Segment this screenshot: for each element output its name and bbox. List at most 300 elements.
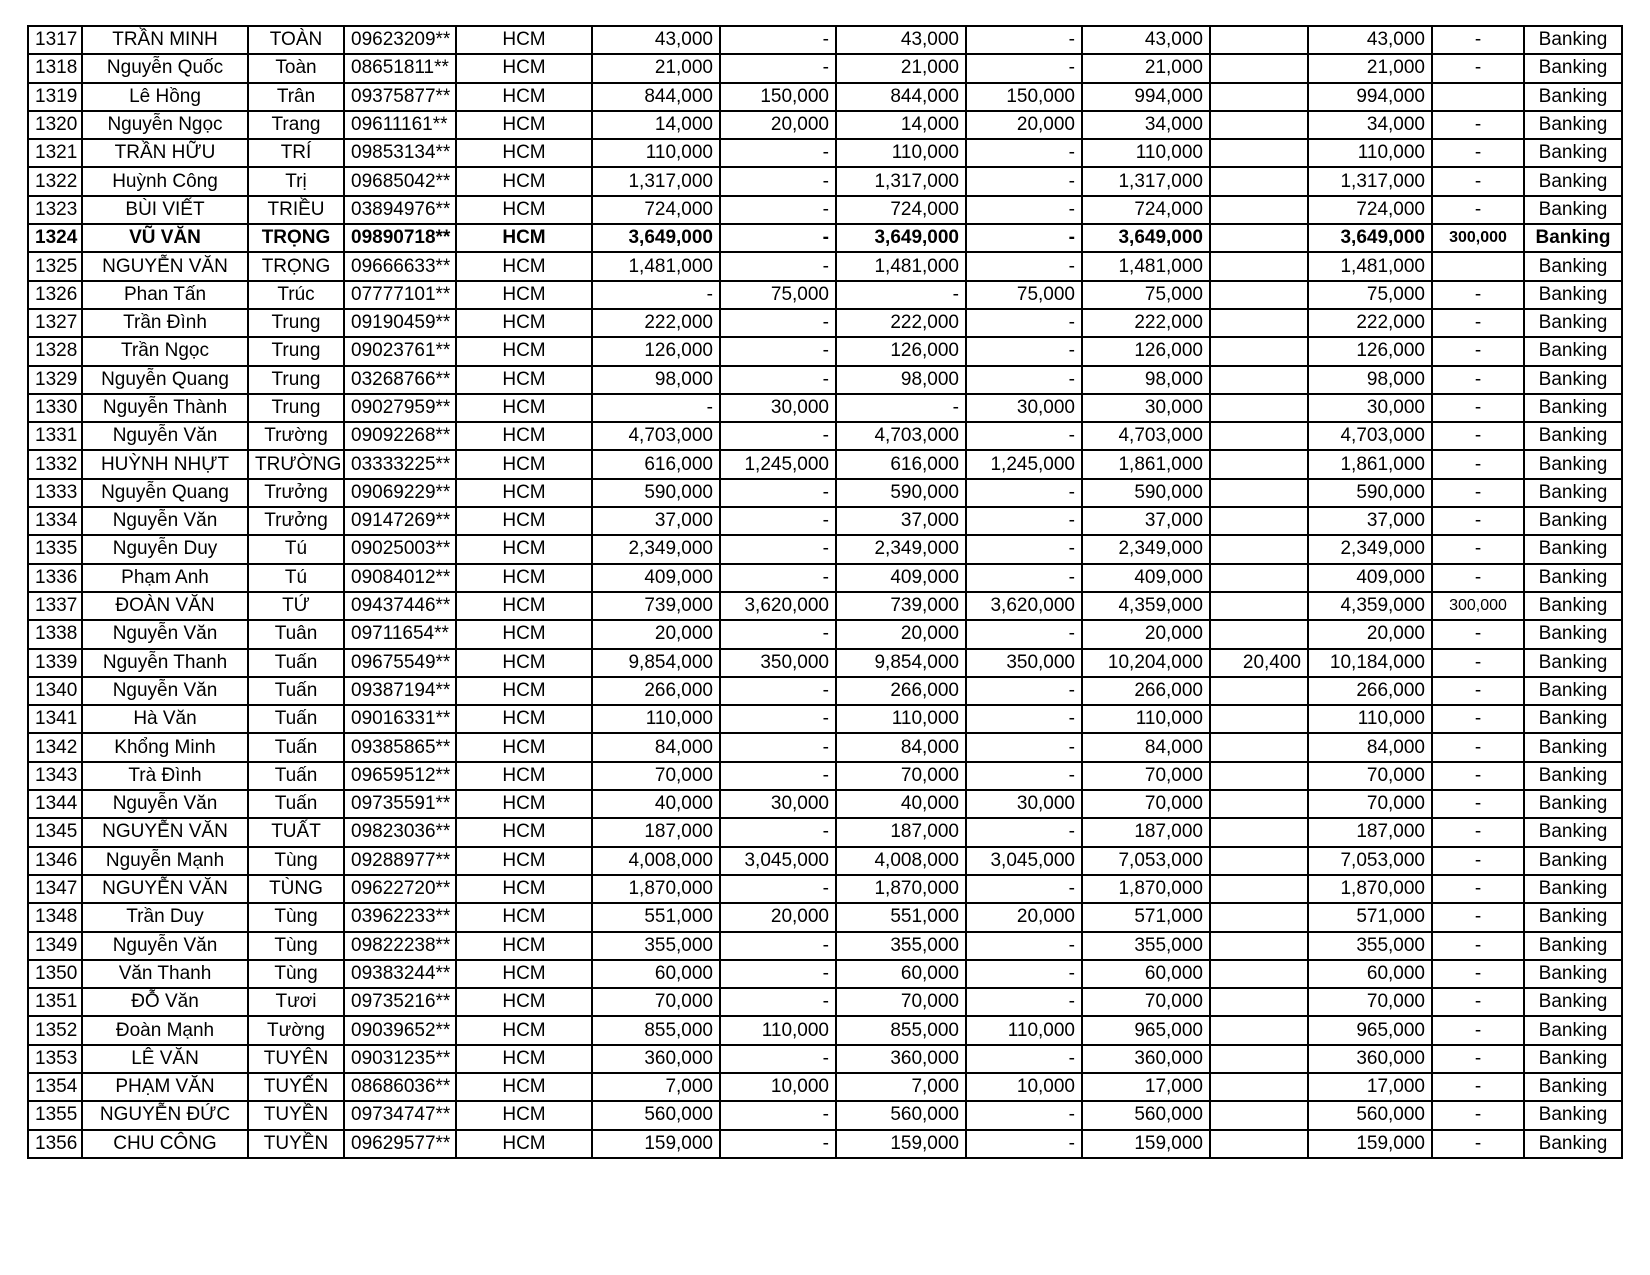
given-name-cell: Trung xyxy=(248,394,344,422)
phone-cell: 09039652** xyxy=(344,1016,456,1044)
city-cell: HCM xyxy=(456,196,592,224)
amount-1-cell: 3,649,000 xyxy=(592,224,720,252)
table-row xyxy=(28,677,1622,705)
surname-cell: Trần Đình xyxy=(82,309,248,337)
row-number-cell: 1332 xyxy=(28,450,82,478)
amount-3-cell: 1,481,000 xyxy=(836,252,966,280)
amount-4-cell: 20,000 xyxy=(966,111,1082,139)
total-cell: 1,870,000 xyxy=(1082,875,1210,903)
net-total-cell: 98,000 xyxy=(1308,366,1432,394)
phone-cell: 09735216** xyxy=(344,988,456,1016)
amount-2-cell: - xyxy=(720,733,836,761)
amount-1-cell: 551,000 xyxy=(592,903,720,931)
amount-4-cell: 10,000 xyxy=(966,1073,1082,1101)
given-name-cell: Tuấn xyxy=(248,677,344,705)
table-row xyxy=(28,507,1622,535)
given-name-cell: Tuấn xyxy=(248,762,344,790)
amount-2-cell: - xyxy=(720,1101,836,1129)
surname-cell: Phan Tấn xyxy=(82,281,248,309)
amount-3-cell: 40,000 xyxy=(836,790,966,818)
given-name-cell: Trung xyxy=(248,337,344,365)
amount-2-cell: - xyxy=(720,224,836,252)
payment-method-cell: Banking xyxy=(1524,649,1622,677)
amount-1-cell: 40,000 xyxy=(592,790,720,818)
net-total-cell: 4,703,000 xyxy=(1308,422,1432,450)
amount-3-cell: 551,000 xyxy=(836,903,966,931)
bonus-cell: 300,000 xyxy=(1432,224,1524,252)
amount-4-cell: 150,000 xyxy=(966,83,1082,111)
phone-cell: 03268766** xyxy=(344,366,456,394)
surname-cell: VŨ VĂN xyxy=(82,224,248,252)
deduction-cell xyxy=(1210,479,1308,507)
given-name-cell: TRỌNG xyxy=(248,252,344,280)
amount-2-cell: - xyxy=(720,620,836,648)
payment-method-cell: Banking xyxy=(1524,309,1622,337)
amount-1-cell: 844,000 xyxy=(592,83,720,111)
phone-cell: 09016331** xyxy=(344,705,456,733)
amount-1-cell: 616,000 xyxy=(592,450,720,478)
amount-4-cell: - xyxy=(966,196,1082,224)
deduction-cell xyxy=(1210,422,1308,450)
net-total-cell: 187,000 xyxy=(1308,818,1432,846)
deduction-cell xyxy=(1210,450,1308,478)
total-cell: 7,053,000 xyxy=(1082,847,1210,875)
amount-3-cell: 60,000 xyxy=(836,960,966,988)
amount-4-cell: - xyxy=(966,54,1082,82)
phone-cell: 09031235** xyxy=(344,1045,456,1073)
city-cell: HCM xyxy=(456,762,592,790)
surname-cell: TRẦN MINH xyxy=(82,26,248,54)
payment-method-cell: Banking xyxy=(1524,988,1622,1016)
bonus-cell: - xyxy=(1432,309,1524,337)
surname-cell: CHU CÔNG xyxy=(82,1130,248,1158)
phone-cell: 03333225** xyxy=(344,450,456,478)
deduction-cell xyxy=(1210,564,1308,592)
city-cell: HCM xyxy=(456,620,592,648)
amount-1-cell: - xyxy=(592,394,720,422)
row-number-cell: 1327 xyxy=(28,309,82,337)
amount-3-cell: 110,000 xyxy=(836,139,966,167)
row-number-cell: 1330 xyxy=(28,394,82,422)
net-total-cell: 3,649,000 xyxy=(1308,224,1432,252)
bonus-cell: - xyxy=(1432,167,1524,195)
phone-cell: 09823036** xyxy=(344,818,456,846)
amount-3-cell: 70,000 xyxy=(836,762,966,790)
payment-method-cell: Banking xyxy=(1524,507,1622,535)
bonus-cell: - xyxy=(1432,932,1524,960)
amount-4-cell: - xyxy=(966,167,1082,195)
deduction-cell xyxy=(1210,790,1308,818)
row-number-cell: 1356 xyxy=(28,1130,82,1158)
bonus-cell: - xyxy=(1432,564,1524,592)
table-row xyxy=(28,903,1622,931)
phone-cell: 09659512** xyxy=(344,762,456,790)
bonus-cell: - xyxy=(1432,337,1524,365)
row-number-cell: 1352 xyxy=(28,1016,82,1044)
deduction-cell: 20,400 xyxy=(1210,649,1308,677)
payment-method-cell: Banking xyxy=(1524,705,1622,733)
amount-4-cell: - xyxy=(966,875,1082,903)
row-number-cell: 1350 xyxy=(28,960,82,988)
amount-2-cell: - xyxy=(720,139,836,167)
amount-2-cell: - xyxy=(720,564,836,592)
total-cell: 4,359,000 xyxy=(1082,592,1210,620)
surname-cell: Nguyễn Văn xyxy=(82,932,248,960)
amount-1-cell: 1,481,000 xyxy=(592,252,720,280)
total-cell: 126,000 xyxy=(1082,337,1210,365)
amount-2-cell: 110,000 xyxy=(720,1016,836,1044)
amount-1-cell: 187,000 xyxy=(592,818,720,846)
row-number-cell: 1331 xyxy=(28,422,82,450)
amount-3-cell: 20,000 xyxy=(836,620,966,648)
total-cell: 70,000 xyxy=(1082,988,1210,1016)
amount-1-cell: 360,000 xyxy=(592,1045,720,1073)
total-cell: 965,000 xyxy=(1082,1016,1210,1044)
payment-method-cell: Banking xyxy=(1524,196,1622,224)
net-total-cell: 70,000 xyxy=(1308,790,1432,818)
surname-cell: Nguyễn Văn xyxy=(82,790,248,818)
payment-method-cell: Banking xyxy=(1524,535,1622,563)
deduction-cell xyxy=(1210,26,1308,54)
amount-1-cell: 9,854,000 xyxy=(592,649,720,677)
phone-cell: 03894976** xyxy=(344,196,456,224)
row-number-cell: 1322 xyxy=(28,167,82,195)
amount-4-cell: - xyxy=(966,224,1082,252)
total-cell: 571,000 xyxy=(1082,903,1210,931)
given-name-cell: Trân xyxy=(248,83,344,111)
surname-cell: LÊ VĂN xyxy=(82,1045,248,1073)
data-table xyxy=(27,25,1623,1159)
surname-cell: Nguyễn Thanh xyxy=(82,649,248,677)
amount-4-cell: - xyxy=(966,337,1082,365)
amount-1-cell: 14,000 xyxy=(592,111,720,139)
row-number-cell: 1328 xyxy=(28,337,82,365)
amount-4-cell: - xyxy=(966,960,1082,988)
city-cell: HCM xyxy=(456,309,592,337)
amount-2-cell: - xyxy=(720,507,836,535)
total-cell: 3,649,000 xyxy=(1082,224,1210,252)
amount-2-cell: - xyxy=(720,309,836,337)
amount-1-cell: 266,000 xyxy=(592,677,720,705)
amount-2-cell: 150,000 xyxy=(720,83,836,111)
table-row xyxy=(28,705,1622,733)
phone-cell: 09666633** xyxy=(344,252,456,280)
phone-cell: 09190459** xyxy=(344,309,456,337)
deduction-cell xyxy=(1210,54,1308,82)
amount-2-cell: - xyxy=(720,875,836,903)
row-number-cell: 1348 xyxy=(28,903,82,931)
amount-2-cell: 3,045,000 xyxy=(720,847,836,875)
amount-2-cell: - xyxy=(720,960,836,988)
surname-cell: Nguyễn Quốc xyxy=(82,54,248,82)
amount-2-cell: - xyxy=(720,818,836,846)
payment-method-cell: Banking xyxy=(1524,790,1622,818)
total-cell: 1,861,000 xyxy=(1082,450,1210,478)
surname-cell: Phạm Anh xyxy=(82,564,248,592)
given-name-cell: Tùng xyxy=(248,903,344,931)
row-number-cell: 1338 xyxy=(28,620,82,648)
phone-cell: 09084012** xyxy=(344,564,456,592)
row-number-cell: 1343 xyxy=(28,762,82,790)
surname-cell: Nguyễn Duy xyxy=(82,535,248,563)
amount-3-cell: 844,000 xyxy=(836,83,966,111)
given-name-cell: Trang xyxy=(248,111,344,139)
amount-2-cell: 3,620,000 xyxy=(720,592,836,620)
net-total-cell: 110,000 xyxy=(1308,139,1432,167)
table-row xyxy=(28,1101,1622,1129)
amount-2-cell: 30,000 xyxy=(720,394,836,422)
surname-cell: Nguyễn Văn xyxy=(82,507,248,535)
city-cell: HCM xyxy=(456,1101,592,1129)
row-number-cell: 1339 xyxy=(28,649,82,677)
given-name-cell: TÙNG xyxy=(248,875,344,903)
net-total-cell: 110,000 xyxy=(1308,705,1432,733)
amount-4-cell: - xyxy=(966,479,1082,507)
amount-4-cell: - xyxy=(966,705,1082,733)
phone-cell: 09611161** xyxy=(344,111,456,139)
total-cell: 75,000 xyxy=(1082,281,1210,309)
net-total-cell: 20,000 xyxy=(1308,620,1432,648)
table-row xyxy=(28,337,1622,365)
payment-method-cell: Banking xyxy=(1524,677,1622,705)
amount-1-cell: 159,000 xyxy=(592,1130,720,1158)
total-cell: 60,000 xyxy=(1082,960,1210,988)
amount-1-cell: 739,000 xyxy=(592,592,720,620)
amount-3-cell: 409,000 xyxy=(836,564,966,592)
bonus-cell: - xyxy=(1432,903,1524,931)
given-name-cell: TUYẾN xyxy=(248,1073,344,1101)
deduction-cell xyxy=(1210,394,1308,422)
table-row xyxy=(28,1045,1622,1073)
total-cell: 724,000 xyxy=(1082,196,1210,224)
table-row xyxy=(28,988,1622,1016)
amount-3-cell: 616,000 xyxy=(836,450,966,478)
amount-2-cell: 350,000 xyxy=(720,649,836,677)
row-number-cell: 1333 xyxy=(28,479,82,507)
amount-3-cell: 2,349,000 xyxy=(836,535,966,563)
bonus-cell: - xyxy=(1432,1101,1524,1129)
row-number-cell: 1326 xyxy=(28,281,82,309)
table-row xyxy=(28,139,1622,167)
table-row xyxy=(28,960,1622,988)
city-cell: HCM xyxy=(456,54,592,82)
given-name-cell: Trưởng xyxy=(248,507,344,535)
city-cell: HCM xyxy=(456,26,592,54)
bonus-cell: - xyxy=(1432,535,1524,563)
surname-cell: Trần Duy xyxy=(82,903,248,931)
surname-cell: Đoàn Mạnh xyxy=(82,1016,248,1044)
phone-cell: 09069229** xyxy=(344,479,456,507)
total-cell: 4,703,000 xyxy=(1082,422,1210,450)
payment-method-cell: Banking xyxy=(1524,479,1622,507)
amount-4-cell: - xyxy=(966,252,1082,280)
city-cell: HCM xyxy=(456,988,592,1016)
surname-cell: Nguyễn Mạnh xyxy=(82,847,248,875)
given-name-cell: Trung xyxy=(248,366,344,394)
table-row xyxy=(28,564,1622,592)
amount-2-cell: - xyxy=(720,54,836,82)
table-row xyxy=(28,224,1622,252)
amount-4-cell: 75,000 xyxy=(966,281,1082,309)
payment-method-cell: Banking xyxy=(1524,1016,1622,1044)
total-cell: 409,000 xyxy=(1082,564,1210,592)
city-cell: HCM xyxy=(456,281,592,309)
bonus-cell: - xyxy=(1432,790,1524,818)
bonus-cell: - xyxy=(1432,394,1524,422)
bonus-cell: - xyxy=(1432,847,1524,875)
table-row xyxy=(28,281,1622,309)
city-cell: HCM xyxy=(456,818,592,846)
given-name-cell: Tuấn xyxy=(248,649,344,677)
payment-method-cell: Banking xyxy=(1524,960,1622,988)
payment-method-cell: Banking xyxy=(1524,224,1622,252)
row-number-cell: 1325 xyxy=(28,252,82,280)
phone-cell: 09385865** xyxy=(344,733,456,761)
amount-4-cell: - xyxy=(966,1130,1082,1158)
amount-1-cell: 20,000 xyxy=(592,620,720,648)
surname-cell: BÙI VIẾT xyxy=(82,196,248,224)
amount-3-cell: 724,000 xyxy=(836,196,966,224)
bonus-cell: - xyxy=(1432,733,1524,761)
row-number-cell: 1341 xyxy=(28,705,82,733)
phone-cell: 09623209** xyxy=(344,26,456,54)
payment-method-cell: Banking xyxy=(1524,422,1622,450)
row-number-cell: 1347 xyxy=(28,875,82,903)
bonus-cell: - xyxy=(1432,1045,1524,1073)
total-cell: 110,000 xyxy=(1082,139,1210,167)
payment-method-cell: Banking xyxy=(1524,903,1622,931)
deduction-cell xyxy=(1210,196,1308,224)
net-total-cell: 60,000 xyxy=(1308,960,1432,988)
given-name-cell: TUYỀN xyxy=(248,1130,344,1158)
deduction-cell xyxy=(1210,224,1308,252)
amount-1-cell: 855,000 xyxy=(592,1016,720,1044)
amount-4-cell: 1,245,000 xyxy=(966,450,1082,478)
payment-method-cell: Banking xyxy=(1524,818,1622,846)
amount-1-cell: 110,000 xyxy=(592,705,720,733)
payment-method-cell: Banking xyxy=(1524,762,1622,790)
city-cell: HCM xyxy=(456,790,592,818)
deduction-cell xyxy=(1210,762,1308,790)
given-name-cell: TUYỀN xyxy=(248,1101,344,1129)
amount-4-cell: 20,000 xyxy=(966,903,1082,931)
payment-method-cell: Banking xyxy=(1524,281,1622,309)
phone-cell: 09822238** xyxy=(344,932,456,960)
amount-3-cell: 70,000 xyxy=(836,988,966,1016)
amount-3-cell: 9,854,000 xyxy=(836,649,966,677)
amount-4-cell: 3,045,000 xyxy=(966,847,1082,875)
net-total-cell: 43,000 xyxy=(1308,26,1432,54)
total-cell: 1,317,000 xyxy=(1082,167,1210,195)
given-name-cell: TRỌNG xyxy=(248,224,344,252)
amount-1-cell: 1,870,000 xyxy=(592,875,720,903)
net-total-cell: 724,000 xyxy=(1308,196,1432,224)
bonus-cell xyxy=(1432,83,1524,111)
given-name-cell: TRÍ xyxy=(248,139,344,167)
surname-cell: Nguyễn Văn xyxy=(82,677,248,705)
phone-cell: 09853134** xyxy=(344,139,456,167)
bonus-cell: - xyxy=(1432,620,1524,648)
deduction-cell xyxy=(1210,167,1308,195)
city-cell: HCM xyxy=(456,111,592,139)
total-cell: 187,000 xyxy=(1082,818,1210,846)
surname-cell: Hà Văn xyxy=(82,705,248,733)
bonus-cell: - xyxy=(1432,705,1524,733)
given-name-cell: TRIỀU xyxy=(248,196,344,224)
table-row xyxy=(28,83,1622,111)
table-row xyxy=(28,26,1622,54)
surname-cell: Nguyễn Văn xyxy=(82,620,248,648)
amount-3-cell: 187,000 xyxy=(836,818,966,846)
deduction-cell xyxy=(1210,592,1308,620)
bonus-cell: - xyxy=(1432,111,1524,139)
bonus-cell: - xyxy=(1432,422,1524,450)
deduction-cell xyxy=(1210,733,1308,761)
phone-cell: 09734747** xyxy=(344,1101,456,1129)
deduction-cell xyxy=(1210,677,1308,705)
phone-cell: 09387194** xyxy=(344,677,456,705)
amount-4-cell: 350,000 xyxy=(966,649,1082,677)
amount-1-cell: 37,000 xyxy=(592,507,720,535)
amount-2-cell: - xyxy=(720,337,836,365)
deduction-cell xyxy=(1210,1130,1308,1158)
net-total-cell: 4,359,000 xyxy=(1308,592,1432,620)
table-row xyxy=(28,196,1622,224)
surname-cell: Nguyễn Quang xyxy=(82,479,248,507)
given-name-cell: Tùng xyxy=(248,960,344,988)
bonus-cell: - xyxy=(1432,960,1524,988)
payment-method-cell: Banking xyxy=(1524,450,1622,478)
net-total-cell: 30,000 xyxy=(1308,394,1432,422)
deduction-cell xyxy=(1210,620,1308,648)
city-cell: HCM xyxy=(456,337,592,365)
phone-cell: 09383244** xyxy=(344,960,456,988)
city-cell: HCM xyxy=(456,875,592,903)
amount-2-cell: - xyxy=(720,252,836,280)
given-name-cell: Tường xyxy=(248,1016,344,1044)
net-total-cell: 21,000 xyxy=(1308,54,1432,82)
total-cell: 10,204,000 xyxy=(1082,649,1210,677)
amount-3-cell: 266,000 xyxy=(836,677,966,705)
amount-1-cell: 21,000 xyxy=(592,54,720,82)
given-name-cell: Tuấn xyxy=(248,790,344,818)
given-name-cell: Trị xyxy=(248,167,344,195)
deduction-cell xyxy=(1210,988,1308,1016)
row-number-cell: 1336 xyxy=(28,564,82,592)
row-number-cell: 1334 xyxy=(28,507,82,535)
phone-cell: 09437446** xyxy=(344,592,456,620)
total-cell: 43,000 xyxy=(1082,26,1210,54)
city-cell: HCM xyxy=(456,535,592,563)
phone-cell: 09675549** xyxy=(344,649,456,677)
given-name-cell: TUẤT xyxy=(248,818,344,846)
phone-cell: 09622720** xyxy=(344,875,456,903)
total-cell: 110,000 xyxy=(1082,705,1210,733)
surname-cell: Nguyễn Quang xyxy=(82,366,248,394)
phone-cell: 09288977** xyxy=(344,847,456,875)
given-name-cell: TRƯỜNG xyxy=(248,450,344,478)
table-row xyxy=(28,252,1622,280)
total-cell: 30,000 xyxy=(1082,394,1210,422)
total-cell: 70,000 xyxy=(1082,790,1210,818)
city-cell: HCM xyxy=(456,649,592,677)
surname-cell: ĐỖ Văn xyxy=(82,988,248,1016)
bonus-cell: - xyxy=(1432,988,1524,1016)
amount-2-cell: 10,000 xyxy=(720,1073,836,1101)
amount-3-cell: 159,000 xyxy=(836,1130,966,1158)
amount-2-cell: - xyxy=(720,196,836,224)
payment-method-cell: Banking xyxy=(1524,932,1622,960)
